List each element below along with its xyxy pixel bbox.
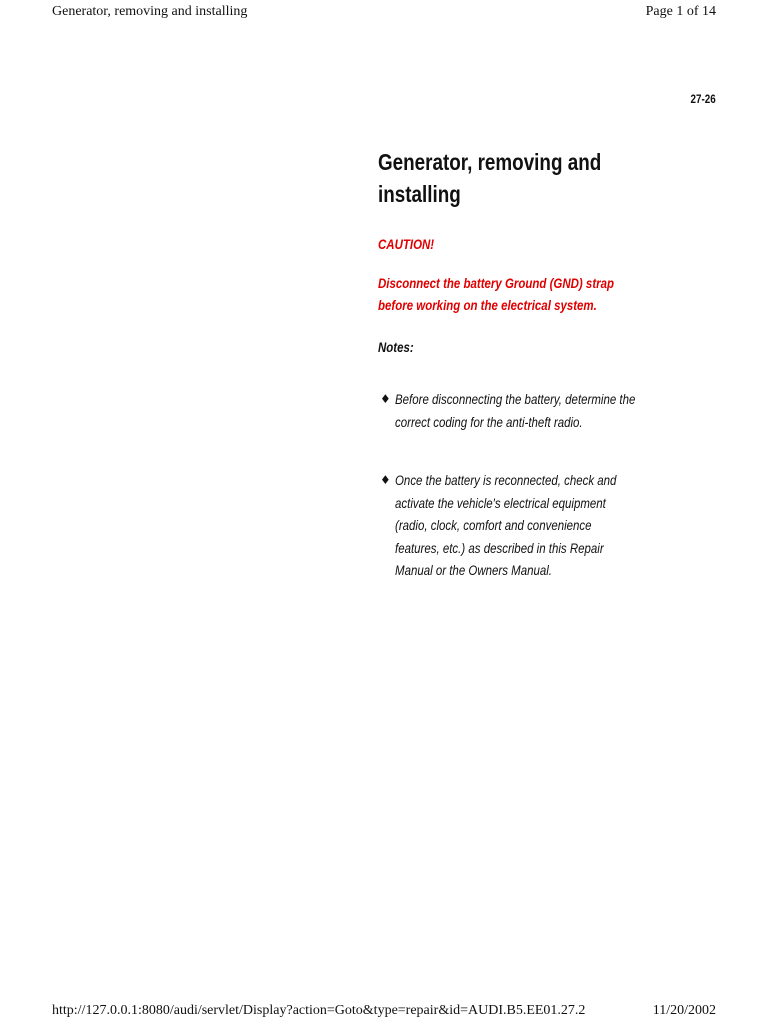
footer-url: http://127.0.0.1:8080/audi/servlet/Display?action=Goto&type=repair&id=AUDI.B5.EE01.27.2 [52, 1003, 586, 1018]
page-title-line: Generator, removing and [378, 149, 602, 175]
header-page-info: Page 1 of 14 [645, 4, 716, 19]
caution-label: CAUTION! [378, 236, 435, 252]
page-title-line: installing [378, 181, 461, 207]
caution-text [378, 272, 738, 316]
note-line: correct coding for the anti-theft radio. [395, 413, 583, 430]
header-document-title: Generator, removing and installing [52, 4, 248, 19]
page-title [378, 146, 738, 210]
caution-text-line: Disconnect the battery Ground (GND) strap [378, 275, 615, 291]
note-line: Before disconnecting the battery, determine the [395, 391, 636, 407]
diamond-bullet-icon: ♦ [380, 473, 391, 487]
notes-label: Notes: [378, 339, 414, 355]
note-line: (radio, clock, comfort and convenience [395, 517, 592, 533]
note-line: features, etc.) as described in this Repair [395, 539, 604, 556]
note-line: Manual or the Owners Manual. [395, 562, 552, 578]
diamond-bullet-icon: ♦ [380, 392, 391, 406]
main-content [378, 146, 738, 582]
print-header [52, 4, 716, 20]
footer-date: 11/20/2002 [652, 1003, 716, 1018]
print-footer [52, 1003, 716, 1019]
note-line: activate the vehicle's electrical equipment [395, 494, 606, 511]
note-line: Once the battery is reconnected, check and [395, 472, 617, 488]
note-item [378, 388, 738, 433]
page-number: 27-26 [690, 92, 716, 106]
caution-text-line: before working on the electrical system. [378, 297, 597, 313]
note-item [378, 469, 738, 582]
